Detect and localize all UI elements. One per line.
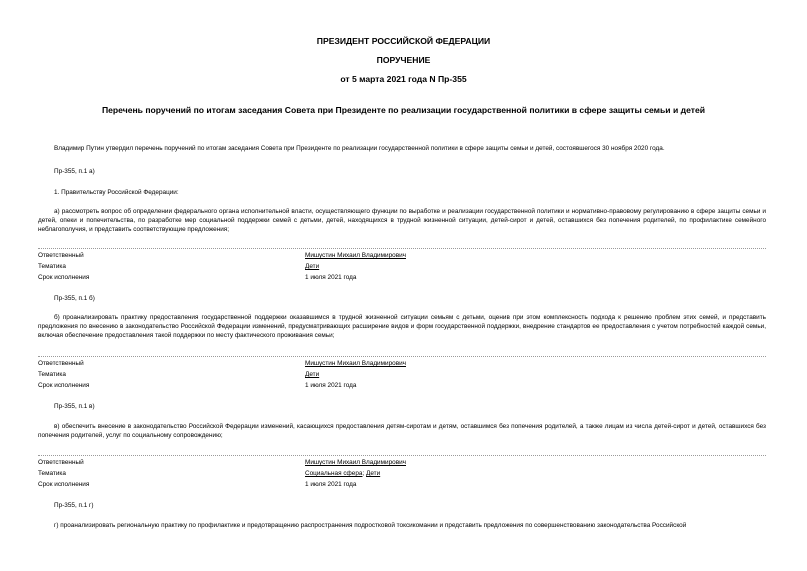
responsible-link[interactable]: Мишустин Михаил Владимирович xyxy=(305,252,406,259)
item-reference: Пр-355, п.1 в) xyxy=(54,403,95,410)
issuer-heading: ПРЕЗИДЕНТ РОССИЙСКОЙ ФЕДЕРАЦИИ xyxy=(316,36,491,46)
document-date-number: от 5 марта 2021 года N Пр-355 xyxy=(340,74,467,84)
item-text: г) проанализировать региональную практику по профилактике и предотвращению распространения подростковой токсикомании и представить предложения по совершенствованию законодательства Российской xyxy=(54,522,687,529)
divider xyxy=(38,356,766,357)
responsible-label: Ответственный xyxy=(38,459,84,466)
document-type: ПОРУЧЕНИЕ xyxy=(376,55,431,65)
deadline-label: Срок исполнения xyxy=(38,274,90,281)
responsible-link[interactable]: Мишустин Михаил Владимирович xyxy=(305,360,406,367)
section-title: 1. Правительству Российской Федерации: xyxy=(54,189,179,196)
topic-link[interactable]: Дети xyxy=(305,371,320,378)
topic-link[interactable]: Дети xyxy=(366,470,381,477)
topic-link[interactable]: Дети xyxy=(305,263,320,270)
topic-label: Тематика xyxy=(38,371,66,378)
deadline-label: Срок исполнения xyxy=(38,481,90,488)
item-reference: Пр-355, п.1 а) xyxy=(54,168,95,175)
topic-link[interactable]: Социальная сфера xyxy=(305,470,363,477)
responsible-label: Ответственный xyxy=(38,360,84,367)
deadline-value: 1 июля 2021 года xyxy=(305,274,357,281)
intro-paragraph: Владимир Путин утвердил перечень поручений по итогам заседания Совета при Президенте по реализации государственной политики в сфере защиты семьи и детей, состоявшегося 30 ноября 2020 года. xyxy=(54,145,665,152)
responsible-label: Ответственный xyxy=(38,252,84,259)
topic-links xyxy=(305,262,319,271)
item-text: в) обеспечить внесение в законодательство Российской Федерации изменений, касающихся предоставления детям-сиротам и детям, оставшимся без попечения родителей, а также лицам из числа детей-сирот и детей, оставшихся без попечения родителей, услуг по социальному сопровождению; xyxy=(38,423,766,439)
item-text: б) проанализировать практику предоставления государственной поддержки оказавшимся в трудной жизненной ситуации семьям с детьми, оценив при этом комплексность подхода к решению проблем этих семей, и представить предложения по внесению в законодательство Российской Федерации изменений, предусматривающих расширение видов и форм государственной поддержки, внедрение стандартов ее предоставления с учетом потребностей каждой семьи, включая обеспечение предоставления такой поддержки по месту фактического проживания семьи; xyxy=(38,314,766,339)
divider xyxy=(38,248,766,249)
item-text: а) рассмотреть вопрос об определении федерального органа исполнительной власти, осуществляющего функции по выработке и реализации государственной политики и нормативно-правовому регулированию в сфере защиты семьи и детей, опеки и попечительства, по разработке мер социальной поддержки семей с детьми, детей, находящихся в трудной жизненной ситуации, детей-сирот и детей, оставшихся без попечения родителей, по профилактике семейного неблагополучия, и представить соответствующие предложения; xyxy=(38,208,766,233)
topic-links xyxy=(305,370,319,379)
item-reference: Пр-355, п.1 б) xyxy=(54,295,95,302)
divider xyxy=(38,455,766,456)
document-title: Перечень поручений по итогам заседания Совета при Президенте по реализации государственной политики в сфере защиты семьи и детей xyxy=(101,105,706,115)
deadline-value: 1 июля 2021 года xyxy=(305,481,357,488)
deadline-label: Срок исполнения xyxy=(38,382,90,389)
deadline-value: 1 июля 2021 года xyxy=(305,382,357,389)
responsible-link[interactable]: Мишустин Михаил Владимирович xyxy=(305,459,406,466)
topic-label: Тематика xyxy=(38,470,66,477)
item-reference: Пр-355, п.1 г) xyxy=(54,502,94,509)
topic-links: Социальная сфера; Дети xyxy=(305,470,381,477)
topic-label: Тематика xyxy=(38,263,66,270)
